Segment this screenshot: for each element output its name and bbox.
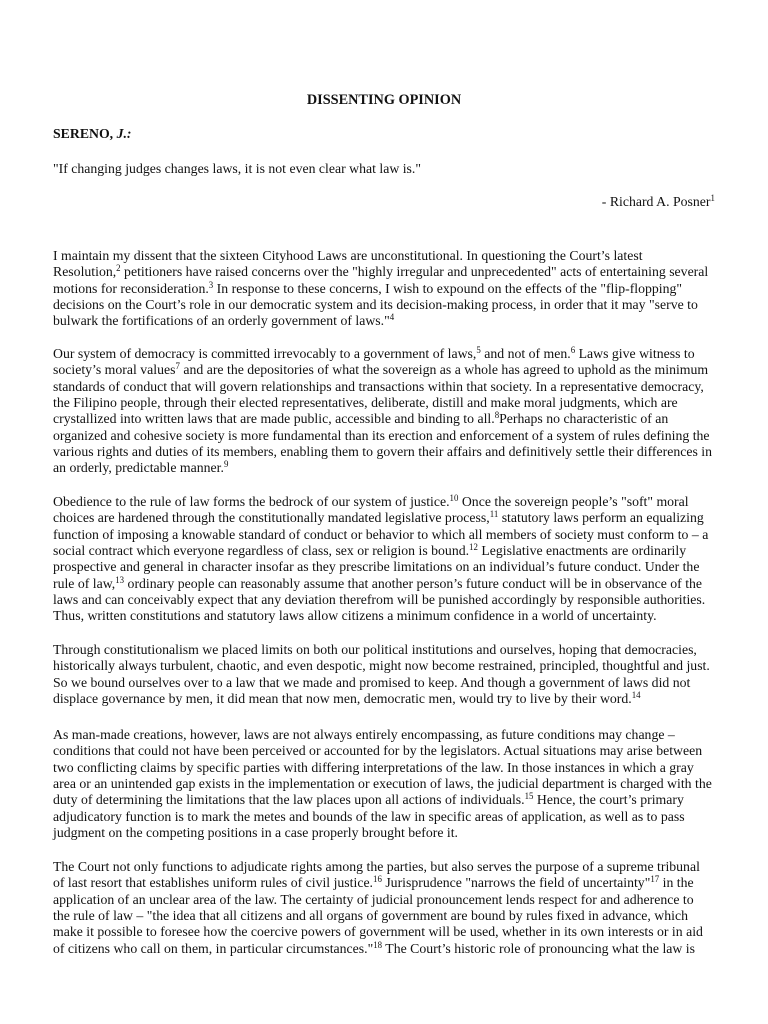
text-line (53, 412, 668, 428)
text-run: standards of conduct that will govern relationships and transactions within that society. In a representative democracy, (53, 379, 704, 395)
text-run: make it possible to foresee how the coercive powers of government will be used, whether in its own interests or in aid (53, 925, 703, 941)
text-line (53, 609, 657, 625)
text-run: various rights and duties of its members, enabling them to govern their affairs and definitively settle their differences in (53, 445, 712, 461)
text-run: Legislative enactments are ordinarily (477, 544, 687, 560)
text-run: in the (659, 876, 694, 892)
text-run: prospective and general in character insofar as they prescribe limitations on an individual’s future conduct. Under the (53, 560, 700, 576)
text-line (53, 363, 708, 379)
text-line (53, 659, 710, 675)
text-run: laws and can conceivably expect that any deviation therefrom will be punished accordingly by responsible authorities. (53, 593, 706, 609)
document-title: DISSENTING OPINION (306, 92, 462, 108)
text-line (53, 380, 704, 396)
footnote-ref: 1 (710, 193, 715, 203)
paragraph (53, 249, 719, 331)
text-line (53, 909, 688, 925)
text-line (53, 728, 675, 744)
footnote-ref: 10 (449, 493, 459, 503)
footnote-ref: 4 (389, 312, 395, 323)
text-line (53, 429, 710, 445)
text-run: choices are hardened through the constitutionally mandated legislative process, (53, 511, 490, 527)
text-run: Once the sovereign people’s "soft" moral (458, 495, 689, 510)
text-run: application of an unclear area of the law. The certainty of judicial pronouncement lends respect for and adherence to (53, 892, 694, 908)
text-run: the rule of law – "the idea that all citizens and all organs of government are bound by rules fixed in advance, which (53, 909, 688, 925)
text-run: petitioners have raised concerns over the "highly irregular and unprecedented" acts of entertaining several (120, 265, 709, 281)
text-run: motions for reconsideration. (53, 281, 209, 297)
text-run: In response to these concerns, I wish to expound on the effects of the "flip-flopping" (213, 281, 683, 297)
author-name: SERENO, (53, 127, 114, 142)
text-line (53, 445, 712, 461)
paragraph (53, 860, 713, 958)
text-run: crystallized into written laws that are made public, accessible and binding to all. (53, 412, 495, 428)
text-run: As man-made creations, however, laws are not always entirely encompassing, as future conditions may change – (53, 728, 675, 743)
text-line (53, 560, 699, 576)
text-line (53, 939, 695, 958)
text-run: decisions on the Court’s role in our democratic system and its decision-making process, in order that it may "serve to (53, 298, 698, 314)
text-line (53, 528, 708, 544)
text-line (53, 643, 697, 659)
text-run: The Court’s historic role of pronouncing what the law is (382, 941, 695, 957)
footnote-ref: 2 (116, 263, 121, 274)
text-line (53, 279, 683, 298)
text-run: displace governance by men, it did mean that now men, democratic men, would try to live by their word. (53, 692, 632, 708)
text-line (53, 810, 685, 826)
text-run: judgment on the competing positions in a case properly brought before it. (53, 826, 458, 842)
text-run: The Court not only functions to adjudicate rights among the parties, but also serves the purpose of a supreme tribunal (53, 860, 700, 875)
epigraph-quote: "If changing judges changes laws, it is not even clear what law is." (53, 162, 421, 177)
text-run: So we bound ourselves over to a law that we made and promised to keep. And though a government of laws did not (53, 675, 691, 691)
footnote-ref: 11 (489, 509, 499, 520)
author-byline (53, 127, 132, 143)
text-line (53, 793, 684, 809)
text-line (53, 826, 458, 842)
text-run: society’s moral values (53, 363, 176, 379)
epigraph-attribution (602, 195, 715, 211)
text-run: ordinary people can reasonably assume that another person’s future conduct will be in observance of the (124, 576, 703, 592)
text-line (53, 511, 704, 527)
text-line (53, 461, 228, 477)
text-line (53, 314, 394, 330)
footnote-ref: 14 (631, 690, 641, 701)
text-line (53, 744, 702, 760)
text-line (53, 347, 695, 363)
text-line (53, 593, 705, 609)
text-line (53, 692, 641, 708)
footnote-ref: 13 (115, 574, 125, 585)
text-line (53, 265, 708, 281)
text-run: bulwark the fortifications of an orderly government of laws." (53, 314, 390, 330)
footnote-ref: 18 (373, 939, 383, 950)
text-run: Obedience to the rule of law forms the bedrock of our system of justice. (53, 495, 450, 510)
text-run: Resolution, (53, 265, 117, 281)
text-line (53, 574, 703, 593)
text-line (53, 876, 694, 892)
text-run: Thus, written constitutions and statutory laws allow citizens a minimum confidence in a world of uncertainty. (53, 609, 657, 625)
footnote-ref: 12 (469, 542, 478, 553)
text-line (53, 761, 694, 777)
text-line (53, 777, 712, 793)
text-line (53, 893, 694, 909)
text-line (53, 544, 686, 560)
text-run: social contract which everyone regardless of class, sex or religion is bound. (53, 544, 470, 560)
footnote-ref: 5 (476, 345, 481, 355)
text-run: function of imposing a knowable standard of conduct or behavior to which all members of society must conform to – a (53, 527, 709, 543)
text-run: rule of law, (53, 576, 116, 592)
footnote-ref: 15 (524, 791, 534, 802)
footnote-ref: 8 (494, 410, 500, 421)
text-run: Hence, the court’s primary (533, 793, 684, 809)
paragraph (53, 495, 719, 626)
text-run: statutory laws perform an equalizing (498, 511, 704, 527)
author-title: J.: (116, 127, 132, 142)
footnote-ref: 16 (373, 874, 382, 885)
paragraph (53, 643, 720, 708)
text-run: adjudicatory function is to mark the metes and bounds of the law in specific areas of application, as well as to pass (53, 809, 685, 825)
text-run: two conflicting claims by specific parties with differing interpretations of the law. In those instances in which a gray (53, 760, 694, 776)
text-line (53, 676, 690, 692)
text-line (53, 298, 698, 314)
text-run: duty of determining the limitations that the law places upon all actions of individuals. (53, 793, 525, 809)
text-run: Jurisprudence "narrows the field of uncertainty" (381, 876, 651, 892)
footnote-ref: 6 (570, 345, 576, 355)
paragraph (53, 347, 722, 478)
text-run: I maintain my dissent that the sixteen Cityhood Laws are unconstitutional. In questioning the Court’s latest (53, 249, 643, 264)
text-line (53, 495, 689, 511)
text-run: Laws give witness to (575, 347, 695, 362)
footnote-ref: 3 (208, 279, 214, 290)
text-run: and are the depositories of what the sovereign as a whole has agreed to uphold as the minimum (179, 363, 709, 379)
paragraph (53, 728, 722, 842)
footnote-ref: 17 (650, 874, 660, 885)
text-run: the Filipino people, through their elected representatives, deliberate, distill and make moral judgments, which are (53, 396, 678, 412)
footnote-ref: 9 (223, 459, 229, 470)
text-run: area or an unintended gap exists in the implementation or execution of laws, the judicial department is charged with the (53, 777, 712, 793)
text-run: Through constitutionalism we placed limits on both our political institutions and ourselves, hoping that democracies, (53, 643, 697, 658)
text-run: Perhaps no characteristic of an (499, 412, 669, 428)
text-run: of citizens who call on them, in particular circumstances." (53, 941, 374, 957)
footnote-ref: 7 (175, 361, 180, 372)
text-run: Our system of democracy is committed irrevocably to a government of laws, (53, 347, 477, 362)
text-run: of last resort that establishes uniform rules of civil justice. (53, 876, 374, 892)
text-run: historically always turbulent, chaotic, and even despotic, might now become restrained, principled, thoughtful and just. (53, 659, 710, 675)
text-run: organized and cohesive society is more fundamental than its erection and enforcement of a system of rules defining the (53, 428, 710, 444)
attribution-text: - Richard A. Posner (601, 195, 711, 210)
text-run: and not of men. (480, 347, 571, 362)
text-run: an orderly, predictable manner. (53, 461, 224, 477)
text-line (53, 396, 678, 412)
text-line (53, 249, 643, 265)
text-run: conditions that could not have been perceived or accounted for by the legislators. Actual situations may arise between (53, 744, 703, 760)
